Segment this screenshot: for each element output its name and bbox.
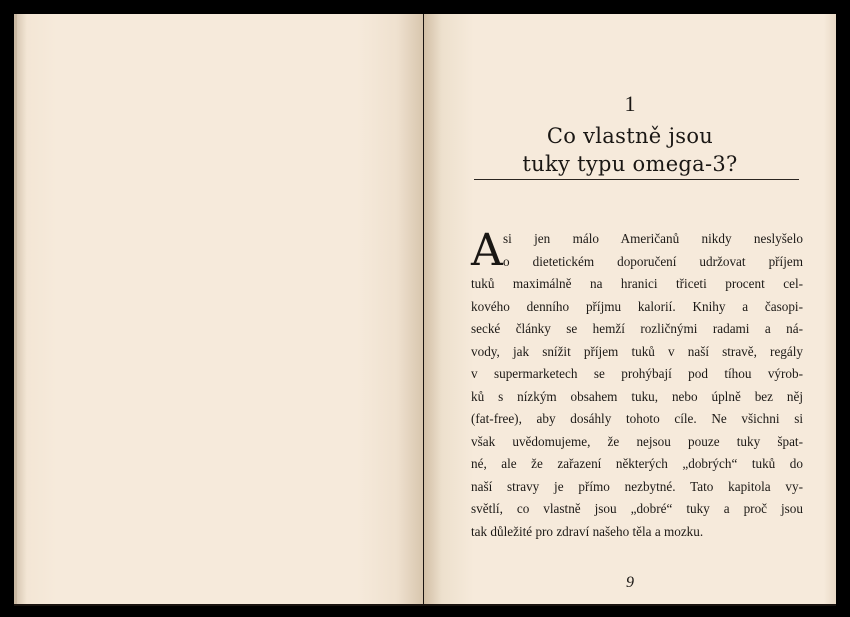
body-line: né, ale že zařazení některých „dobrých“ tuků do [471, 456, 803, 471]
body-line: (fat-free), aby dosáhly tohoto cíle. Ne všichni si [471, 411, 803, 426]
drop-cap: A [471, 225, 503, 276]
open-book [14, 14, 836, 606]
chapter-title-line-1: Co vlastně jsou [546, 124, 714, 148]
body-paragraph [471, 225, 803, 543]
left-page [14, 14, 423, 604]
body-line: secké články se hemží rozličnými radami a ná- [471, 321, 803, 336]
title-rule [474, 179, 799, 180]
body-line: vody, jak snížit příjem tuků v naší stravě, regály [471, 343, 803, 359]
chapter-title [424, 122, 836, 178]
body-line: však uvědomujeme, že nejsou pouze tuky špat- [471, 433, 803, 449]
page-number: 9 [626, 574, 634, 591]
chapter-title-line-2: tuky typu omega-3? [522, 152, 738, 176]
body-line: naší stravy je přímo nezbytné. Tato kapitola vy- [471, 478, 803, 494]
right-page [424, 14, 836, 604]
body-line: v supermarketech se prohýbají pod tíhou výrob- [471, 366, 803, 381]
body-line: tuků maximálně na hranici třiceti procent cel- [471, 276, 803, 291]
body-line: tak důležité pro zdraví našeho těla a mozku. [471, 523, 704, 539]
body-line: ků s nízkým obsahem tuku, nebo úplně bez něj [471, 388, 803, 404]
body-line: o dietetickém doporučení udržovat příjem [503, 253, 803, 269]
chapter-number: 1 [624, 91, 636, 116]
body-line: světlí, co vlastně jsou „dobré“ tuky a proč jsou [471, 501, 803, 516]
body-line: si jen málo Američanů nikdy neslyšelo [503, 231, 803, 246]
body-line: kového denního příjmu kalorií. Knihy a časopi- [471, 298, 803, 314]
